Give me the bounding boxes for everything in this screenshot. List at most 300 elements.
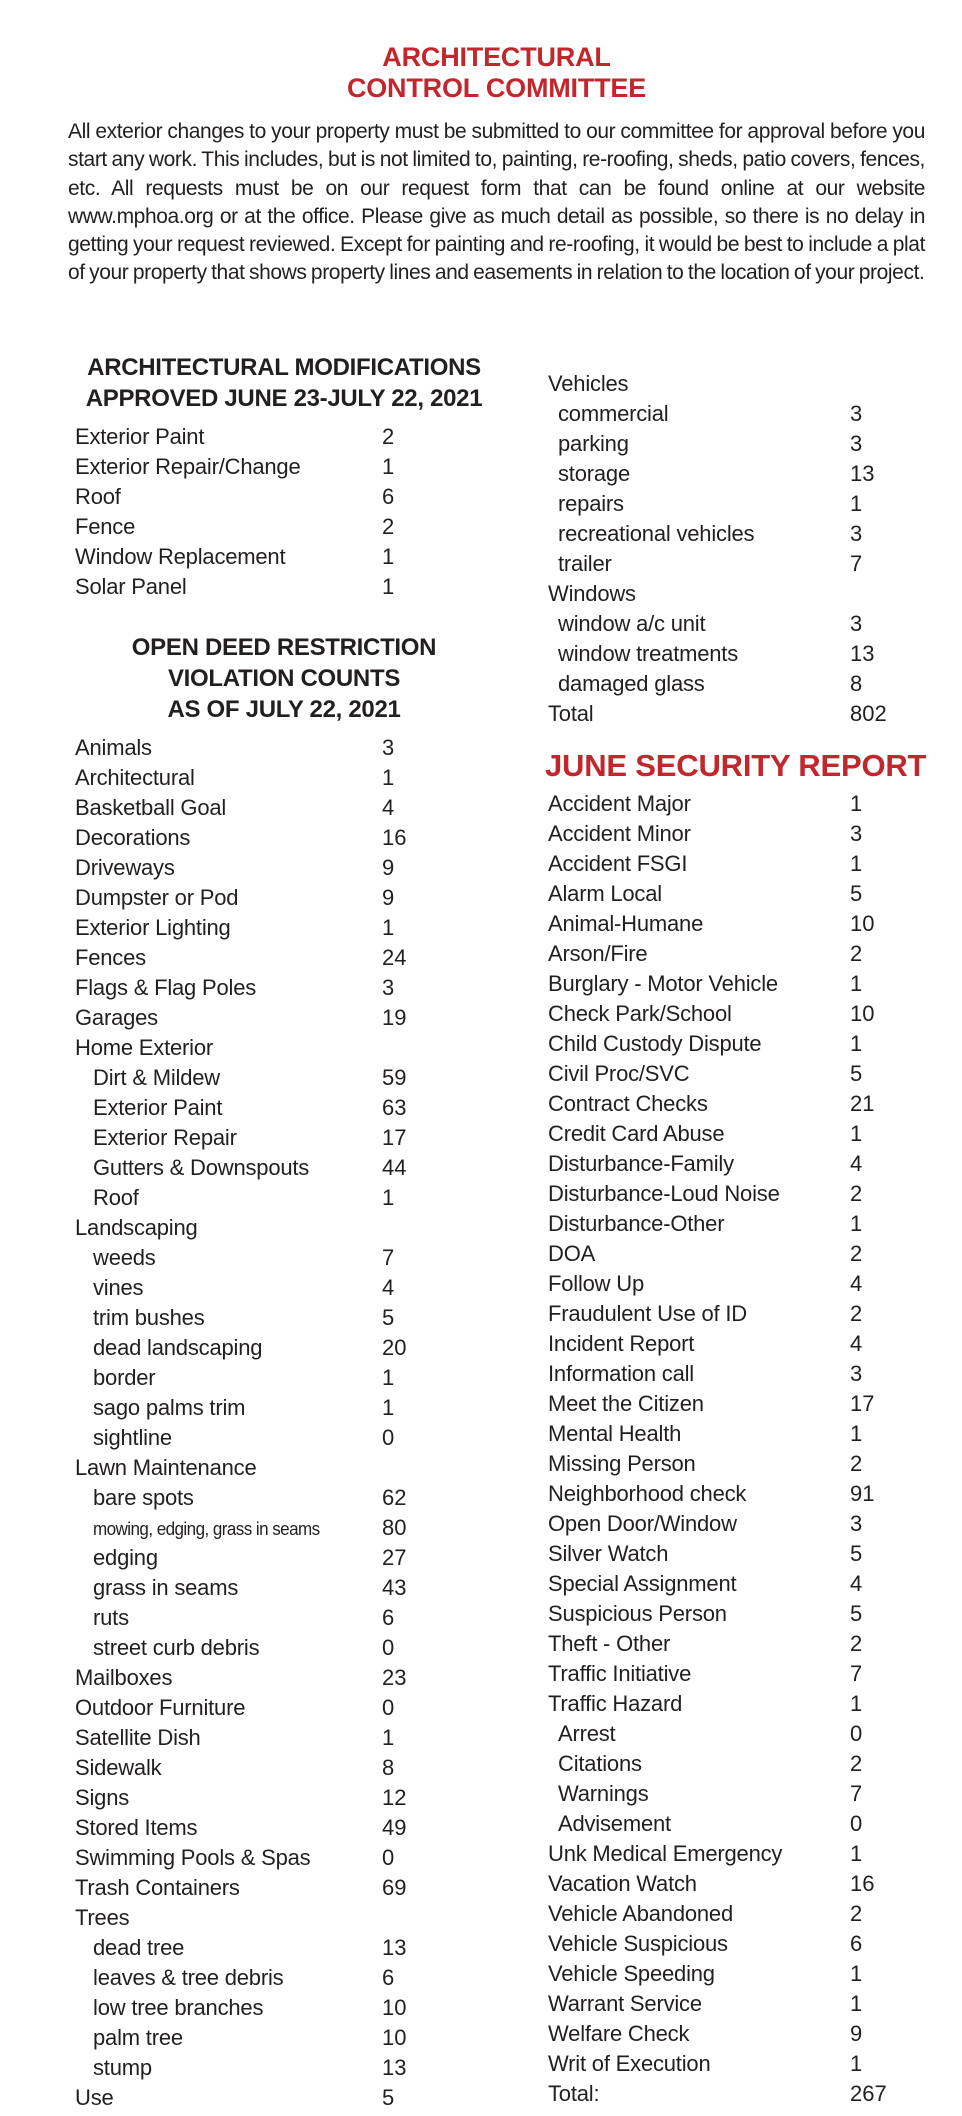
table-row	[545, 1149, 925, 1179]
table-row	[545, 1389, 925, 1419]
table-row	[68, 452, 500, 482]
table-row	[545, 879, 925, 909]
table-row	[68, 1693, 500, 1723]
row-label: Decorations	[75, 825, 191, 850]
row-value: 10	[850, 1001, 875, 1026]
table-row	[545, 999, 925, 1029]
violations-list-continued	[545, 369, 925, 729]
row-label: Exterior Paint	[75, 424, 205, 449]
table-row	[68, 763, 500, 793]
row-value: 3	[382, 735, 395, 760]
table-row	[545, 1689, 925, 1719]
row-label: Theft - Other	[548, 1631, 671, 1656]
table-row	[545, 1599, 925, 1629]
table-row	[68, 733, 500, 763]
row-value: 1	[382, 915, 395, 940]
table-row	[68, 943, 500, 973]
row-value: 1	[382, 544, 395, 569]
row-label: street curb debris	[93, 1635, 260, 1660]
row-value: 1	[850, 1121, 863, 1146]
table-row	[545, 699, 925, 729]
row-value: 63	[382, 1095, 407, 1120]
table-row	[68, 512, 500, 542]
row-label: Home Exterior	[75, 1035, 213, 1060]
row-label: Traffic Initiative	[548, 1661, 692, 1686]
table-row	[68, 482, 500, 512]
page-title	[68, 42, 925, 104]
row-value: 44	[382, 1155, 407, 1180]
table-row	[545, 1269, 925, 1299]
row-value: 10	[382, 2025, 407, 2050]
table-row	[545, 849, 925, 879]
row-label: Disturbance-Loud Noise	[548, 1181, 780, 1206]
table-row	[68, 1723, 500, 1753]
row-value: 13	[382, 1935, 407, 1960]
row-value: 2	[382, 424, 395, 449]
row-value: 4	[382, 1275, 395, 1300]
table-row	[545, 519, 925, 549]
table-row	[545, 1179, 925, 1209]
row-label: vines	[93, 1275, 144, 1300]
row-label: dead landscaping	[93, 1335, 263, 1360]
row-label: mowing, edging, grass in seams	[93, 1518, 320, 1539]
row-value: 1	[850, 1031, 863, 1056]
table-row	[545, 639, 925, 669]
row-value: 2	[850, 1901, 863, 1926]
row-value: 1	[850, 1421, 863, 1446]
row-value: 24	[382, 945, 407, 970]
row-label: Arson/Fire	[548, 941, 648, 966]
row-value: 20	[382, 1335, 407, 1360]
table-row	[68, 1303, 500, 1333]
row-label: Satellite Dish	[75, 1725, 201, 1750]
row-label: Architectural	[75, 765, 195, 790]
page-title-line-1: ARCHITECTURAL	[382, 42, 611, 72]
row-value: 1	[382, 1365, 395, 1390]
row-label: Unk Medical Emergency	[548, 1841, 783, 1866]
table-row	[545, 429, 925, 459]
row-label: grass in seams	[93, 1575, 239, 1600]
row-label: bare spots	[93, 1485, 194, 1510]
row-value: 1	[382, 574, 395, 599]
security-report-list	[545, 789, 925, 2109]
table-row	[68, 1933, 500, 1963]
row-value: 13	[850, 461, 875, 486]
table-row	[545, 1659, 925, 1689]
violations-heading-line-3: AS OF JULY 22, 2021	[167, 696, 401, 723]
row-label: Credit Card Abuse	[548, 1121, 725, 1146]
arch-mods-heading-line-2: APPROVED JUNE 23-JULY 22, 2021	[85, 385, 483, 412]
row-label: Vehicle Abandoned	[548, 1901, 733, 1926]
row-label: Check Park/School	[548, 1001, 732, 1026]
table-row	[545, 1449, 925, 1479]
row-value: 3	[850, 821, 863, 846]
table-row	[545, 1539, 925, 1569]
table-row	[68, 1843, 500, 1873]
row-value: 6	[382, 1605, 395, 1630]
table-row	[545, 1959, 925, 1989]
row-value: 6	[850, 1931, 863, 1956]
table-row	[68, 2083, 500, 2113]
table-row	[68, 913, 500, 943]
row-label: Accident Major	[548, 791, 691, 816]
row-value: 3	[850, 1511, 863, 1536]
row-value: 12	[382, 1785, 407, 1810]
row-label: Accident FSGI	[548, 851, 688, 876]
row-label: Special Assignment	[548, 1571, 737, 1596]
row-value: 0	[850, 1721, 863, 1746]
table-row	[545, 1809, 925, 1839]
row-value: 2	[850, 1181, 863, 1206]
row-label: Sidewalk	[75, 1755, 162, 1780]
table-row	[545, 459, 925, 489]
row-value: 9	[850, 2021, 863, 2046]
row-value: 91	[850, 1481, 875, 1506]
row-value: 8	[850, 671, 863, 696]
row-value: 1	[382, 1725, 395, 1750]
table-row	[545, 1869, 925, 1899]
row-value: 16	[850, 1871, 875, 1896]
row-label: Flags & Flag Poles	[75, 975, 257, 1000]
row-value: 2	[382, 514, 395, 539]
row-value: 21	[850, 1091, 875, 1116]
row-label: Disturbance-Other	[548, 1211, 725, 1236]
row-label: Contract Checks	[548, 1091, 708, 1116]
row-value: 59	[382, 1065, 407, 1090]
violations-heading	[68, 632, 500, 725]
table-row	[545, 2049, 925, 2079]
row-label: Landscaping	[75, 1215, 198, 1240]
row-label: Swimming Pools & Spas	[75, 1845, 311, 1870]
table-row	[545, 1989, 925, 2019]
table-row	[68, 1813, 500, 1843]
table-row	[545, 1329, 925, 1359]
table-row	[545, 1029, 925, 1059]
row-label: parking	[558, 431, 629, 456]
row-label: Solar Panel	[75, 574, 187, 599]
row-label: sago palms trim	[93, 1395, 246, 1420]
row-value: 1	[850, 491, 863, 516]
row-value: 4	[850, 1571, 863, 1596]
row-label: Trees	[75, 1905, 130, 1930]
table-row	[545, 1419, 925, 1449]
row-value: 4	[850, 1271, 863, 1296]
table-row	[545, 1899, 925, 1929]
row-label: Mailboxes	[75, 1665, 173, 1690]
row-value: 62	[382, 1485, 407, 1510]
row-value: 1	[850, 1691, 863, 1716]
row-value: 17	[850, 1391, 875, 1416]
table-row	[68, 853, 500, 883]
row-value: 6	[382, 484, 395, 509]
row-value: 2	[850, 941, 863, 966]
table-row	[68, 1183, 500, 1213]
group-header-row	[545, 579, 925, 609]
row-label: Child Custody Dispute	[548, 1031, 762, 1056]
group-header-row	[545, 369, 925, 399]
row-label: Dumpster or Pod	[75, 885, 239, 910]
row-value: 4	[850, 1151, 863, 1176]
row-label: Warnings	[558, 1781, 649, 1806]
row-label: edging	[93, 1545, 158, 1570]
row-value: 69	[382, 1875, 407, 1900]
row-value: 1	[850, 1961, 863, 1986]
row-value: 1	[382, 1185, 395, 1210]
row-label: Incident Report	[548, 1331, 695, 1356]
table-row	[68, 823, 500, 853]
row-label: Basketball Goal	[75, 795, 227, 820]
row-label: repairs	[558, 491, 624, 516]
row-value: 1	[850, 791, 863, 816]
row-label: Advisement	[558, 1811, 671, 1836]
row-label: Burglary - Motor Vehicle	[548, 971, 778, 996]
table-row	[68, 1363, 500, 1393]
group-header-row	[68, 1033, 500, 1063]
row-label: Stored Items	[75, 1815, 198, 1840]
table-row	[545, 1629, 925, 1659]
table-row	[68, 2053, 500, 2083]
left-column	[68, 352, 500, 2113]
row-label: Citations	[558, 1751, 642, 1776]
arch-mods-heading	[68, 352, 500, 414]
row-value: 13	[382, 2055, 407, 2080]
row-label: Traffic Hazard	[548, 1691, 683, 1716]
row-label: Vehicles	[548, 371, 629, 396]
table-row	[545, 669, 925, 699]
row-label: trim bushes	[93, 1305, 205, 1330]
table-row	[545, 1719, 925, 1749]
row-label: Roof	[75, 484, 121, 509]
row-value: 5	[850, 1601, 863, 1626]
row-label: Suspicious Person	[548, 1601, 727, 1626]
table-row	[545, 399, 925, 429]
row-label: Fraudulent Use of ID	[548, 1301, 747, 1326]
violations-list	[68, 733, 500, 2113]
table-row	[545, 1089, 925, 1119]
table-row	[68, 1423, 500, 1453]
row-label: Driveways	[75, 855, 175, 880]
row-value: 1	[382, 765, 395, 790]
row-label: Window Replacement	[75, 544, 286, 569]
table-row	[68, 1873, 500, 1903]
row-value: 4	[850, 1331, 863, 1356]
row-value: 7	[850, 1661, 863, 1686]
row-value: 5	[382, 1305, 395, 1330]
row-label: Follow Up	[548, 1271, 645, 1296]
row-label: storage	[558, 461, 630, 486]
row-value: 1	[850, 851, 863, 876]
row-label: Lawn Maintenance	[75, 1455, 257, 1480]
row-value: 9	[382, 885, 395, 910]
table-row	[545, 1839, 925, 1869]
row-label: Fence	[75, 514, 136, 539]
table-row	[545, 1239, 925, 1269]
table-row	[68, 2023, 500, 2053]
table-row	[68, 1393, 500, 1423]
row-label: Garages	[75, 1005, 158, 1030]
row-label: Missing Person	[548, 1451, 696, 1476]
table-row	[68, 1783, 500, 1813]
row-value: 2	[850, 1451, 863, 1476]
table-row	[68, 793, 500, 823]
row-value: 2	[850, 1301, 863, 1326]
table-row	[68, 542, 500, 572]
row-value: 7	[850, 1781, 863, 1806]
row-label: Silver Watch	[548, 1541, 669, 1566]
row-label: Fences	[75, 945, 146, 970]
row-value: 13	[850, 641, 875, 666]
row-value: 1	[850, 1841, 863, 1866]
group-header-row	[68, 1213, 500, 1243]
table-row	[68, 1963, 500, 1993]
table-row	[68, 1063, 500, 1093]
right-column	[545, 369, 925, 2109]
row-value: 8	[382, 1755, 395, 1780]
row-label: border	[93, 1365, 156, 1390]
table-row	[545, 1359, 925, 1389]
table-row	[545, 969, 925, 999]
row-value: 267	[850, 2081, 887, 2106]
table-row	[68, 1483, 500, 1513]
row-label: Outdoor Furniture	[75, 1695, 246, 1720]
row-label: dead tree	[93, 1935, 185, 1960]
table-row	[68, 422, 500, 452]
row-label: Vacation Watch	[548, 1871, 697, 1896]
row-label: Use	[75, 2085, 114, 2110]
row-value: 3	[382, 975, 395, 1000]
row-value: 1	[850, 2051, 863, 2076]
arch-mods-heading-line-1: ARCHITECTURAL MODIFICATIONS	[87, 354, 481, 381]
table-row	[68, 1123, 500, 1153]
table-row	[545, 609, 925, 639]
row-label: Trash Containers	[75, 1875, 240, 1900]
table-row	[68, 1993, 500, 2023]
table-row	[68, 1543, 500, 1573]
row-value: 43	[382, 1575, 407, 1600]
row-label: Welfare Check	[548, 2021, 690, 2046]
row-label: damaged glass	[558, 671, 705, 696]
row-label: weeds	[93, 1245, 156, 1270]
row-label: Total:	[548, 2081, 600, 2106]
table-row	[545, 819, 925, 849]
group-header-row	[68, 1453, 500, 1483]
row-value: 1	[382, 1395, 395, 1420]
table-row	[545, 1479, 925, 1509]
table-row	[545, 1779, 925, 1809]
row-label: Alarm Local	[548, 881, 662, 906]
row-label: low tree branches	[93, 1995, 264, 2020]
row-value: 49	[382, 1815, 407, 1840]
page-title-line-2: CONTROL COMMITTEE	[346, 73, 647, 103]
row-value: 9	[382, 855, 395, 880]
row-value: 23	[382, 1665, 407, 1690]
row-label: Neighborhood check	[548, 1481, 747, 1506]
security-report-heading: JUNE SECURITY REPORT	[545, 748, 927, 783]
row-value: 0	[382, 1425, 395, 1450]
row-value: 5	[382, 2085, 395, 2110]
table-row	[545, 909, 925, 939]
row-value: 1	[850, 971, 863, 996]
row-value: 16	[382, 825, 407, 850]
row-label: Exterior Repair/Change	[75, 454, 301, 479]
table-row	[68, 1753, 500, 1783]
table-row	[545, 1569, 925, 1599]
intro-paragraph: All exterior changes to your property must be submitted to our committee for approval before you start any work. This includes, but is not limited to, painting, re-roofing, sheds, patio covers, fences, etc. All requests must be on our request form that can be found online at our website www.mphoa.org or at the office. Please give as much detail as possible, so there is no delay in getting your request reviewed. Except for painting and re-roofing, it would be best to include a plat of your property that shows property lines and easements in relation to the location of your project.	[68, 120, 925, 285]
table-row	[68, 1003, 500, 1033]
table-row	[545, 2019, 925, 2049]
violations-heading-line-2: VIOLATION COUNTS	[167, 665, 401, 692]
row-value: 1	[382, 454, 395, 479]
row-label: ruts	[93, 1605, 129, 1630]
row-label: Writ of Execution	[548, 2051, 711, 2076]
row-value: 3	[850, 611, 863, 636]
row-value: 1	[850, 1211, 863, 1236]
table-row	[68, 883, 500, 913]
table-row	[545, 1119, 925, 1149]
table-row	[68, 1273, 500, 1303]
row-label: Exterior Lighting	[75, 915, 231, 940]
row-value: 7	[382, 1245, 395, 1270]
row-label: Information call	[548, 1361, 694, 1386]
row-value: 0	[382, 1695, 395, 1720]
row-value: 2	[850, 1751, 863, 1776]
table-row	[545, 1059, 925, 1089]
row-label: Accident Minor	[548, 821, 691, 846]
row-value: 2	[850, 1631, 863, 1656]
table-row	[68, 1513, 500, 1543]
row-value: 2	[850, 1241, 863, 1266]
table-row	[68, 1633, 500, 1663]
row-label: trailer	[558, 551, 612, 576]
table-row	[545, 1509, 925, 1539]
row-value: 10	[382, 1995, 407, 2020]
table-row	[545, 549, 925, 579]
row-label: Exterior Repair	[93, 1125, 237, 1150]
row-value: 80	[382, 1515, 407, 1540]
row-label: Dirt & Mildew	[93, 1065, 220, 1090]
row-value: 5	[850, 881, 863, 906]
table-row	[545, 1749, 925, 1779]
row-value: 3	[850, 1361, 863, 1386]
table-row	[545, 1209, 925, 1239]
table-row	[68, 1333, 500, 1363]
table-row	[68, 572, 500, 602]
row-label: window treatments	[558, 641, 739, 666]
table-row	[545, 789, 925, 819]
row-label: Windows	[548, 581, 636, 606]
row-label: Warrant Service	[548, 1991, 702, 2016]
table-row	[545, 939, 925, 969]
row-label: leaves & tree debris	[93, 1965, 284, 1990]
row-label: Vehicle Speeding	[548, 1961, 715, 1986]
row-label: recreational vehicles	[558, 521, 755, 546]
row-label: Animal-Humane	[548, 911, 704, 936]
row-label: sightline	[93, 1425, 172, 1450]
row-value: 10	[850, 911, 875, 936]
table-row	[68, 1663, 500, 1693]
row-label: Signs	[75, 1785, 130, 1810]
row-label: window a/c unit	[558, 611, 706, 636]
row-value: 4	[382, 795, 395, 820]
row-label: Disturbance-Family	[548, 1151, 734, 1176]
table-row	[545, 2079, 925, 2109]
row-value: 27	[382, 1545, 407, 1570]
row-value: 19	[382, 1005, 407, 1030]
row-value: 0	[382, 1845, 395, 1870]
row-value: 802	[850, 701, 887, 726]
table-row	[68, 1573, 500, 1603]
row-label: Mental Health	[548, 1421, 682, 1446]
